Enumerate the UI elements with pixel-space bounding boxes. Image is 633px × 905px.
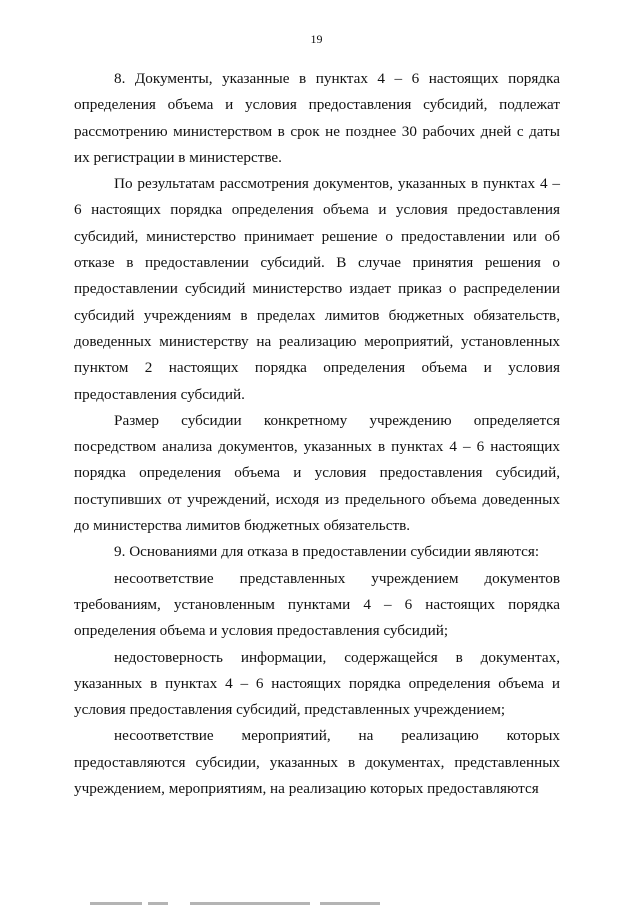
- refusal-ground-item: недостоверность информации, содержащейся в документах, указанных в пунктах 4 – 6 настоящих порядка определения объема и условия предоставления субсидий, представленных учреждением;: [74, 648, 560, 719]
- document-body: [74, 66, 560, 802]
- refusal-ground-item: несоответствие представленных учреждением документов требованиям, установленным пунктами 4 – 6 настоящих порядка определения объема и условия предоставления субсидий;: [74, 569, 560, 640]
- paragraph-9-refusal-grounds: 9. Основаниями для отказа в предоставлении субсидии являются:: [114, 543, 540, 561]
- paragraph-subsidy-amount: Размер субсидии конкретному учреждению определяется посредством анализа документов, указанных в пунктах 4 – 6 настоящих порядка определения объема и условия предоставления субсидий, поступивших от учреждений, исходя из предельного объема доведенных до министерства лимитов бюджетных обязательств.: [74, 411, 560, 535]
- page-number: 19: [310, 32, 323, 46]
- paragraph-review-results: По результатам рассмотрения документов, указанных в пунктах 4 – 6 настоящих порядка определения объема и условия предоставления субсидий, министерство принимает решение о предоставлении или об отказе в предоставлении субсидий. В случае принятия решения о предоставлении субсидий министерство издает приказ о распределении субсидий учреждениям в пределах лимитов бюджетных обязательств, доведенных министерству на реализацию мероприятий, установленных пунктом 2 настоящих порядка определения объема и условия предоставления субсидий.: [74, 175, 560, 403]
- paragraph-8-documents-review: 8. Документы, указанные в пунктах 4 – 6 настоящих порядка определения объема и условия предоставления субсидий, подлежат рассмотрению министерством в срок не позднее 30 рабочих дней с даты их регистрации в министерстве.: [74, 70, 560, 166]
- refusal-ground-item: несоответствие мероприятий, на реализацию которых предоставляются субсидии, указанных в документах, представленных учреждением, мероприятиям, на реализацию которых предоставляются: [74, 727, 560, 798]
